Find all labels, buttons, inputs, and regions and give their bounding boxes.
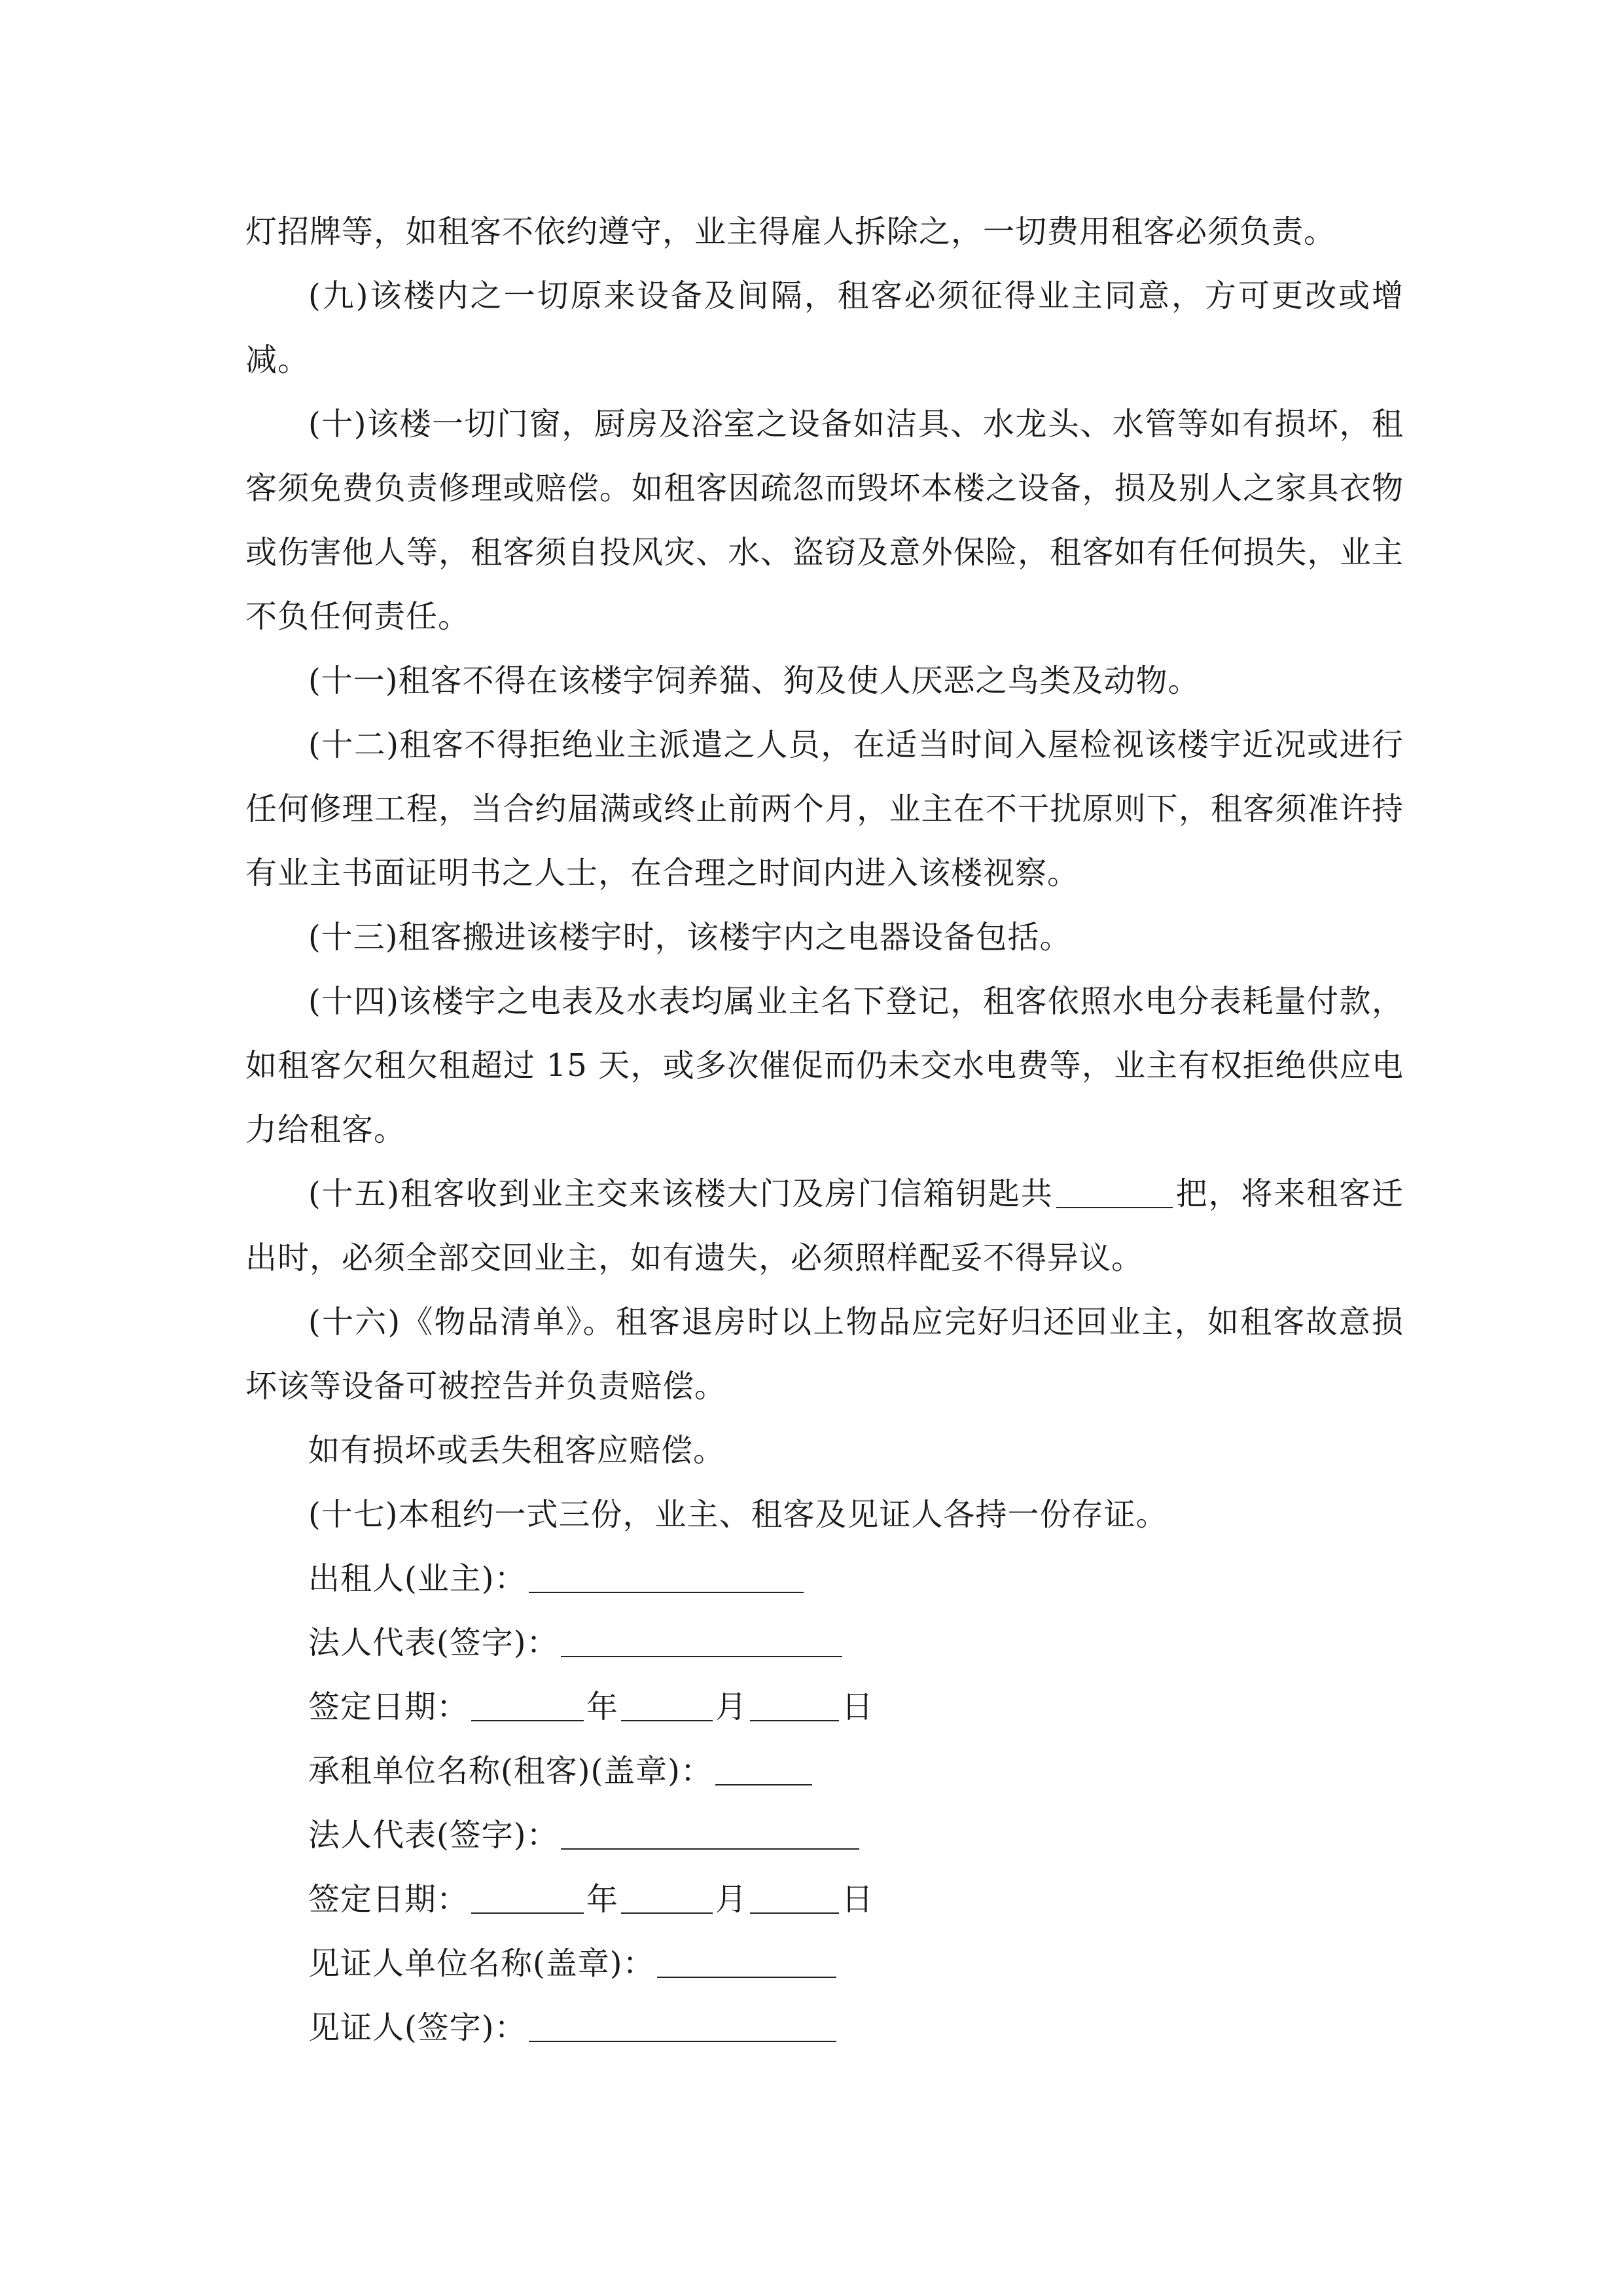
- landlord-rep-blank[interactable]: [561, 1628, 842, 1657]
- day-blank[interactable]: [750, 1692, 839, 1721]
- month2-label: 月: [715, 1881, 748, 1918]
- clause-15-text-before: (十五)租客收到业主交来该楼大门及房门信箱钥匙共: [308, 1175, 1054, 1212]
- contract-body: [245, 200, 1404, 2060]
- landlord-rep-label: 法人代表(签字)：: [308, 1624, 559, 1661]
- year2-blank[interactable]: [471, 1884, 584, 1914]
- witness-blank[interactable]: [529, 2013, 836, 2042]
- clause-11: (十一)租客不得在该楼宇饲养猫、狗及使人厌恶之鸟类及动物。: [308, 662, 1200, 699]
- landlord-rep-line: [245, 1611, 1404, 1675]
- year2-label: 年: [586, 1881, 619, 1918]
- clause-17: (十七)本租约一式三份，业主、租客及见证人各持一份存证。: [308, 1496, 1168, 1533]
- day-label: 日: [842, 1689, 874, 1725]
- clause-12: (十二)租客不得拒绝业主派遣之人员，在适当时间入屋检视该楼宇近况或进行任何修理工程，当合约届满或终止前两个月，业主在不干扰原则下，租客须准许持有业主书面证明书之人士，在合理之时间内进入该楼视察。: [245, 726, 1404, 891]
- year-blank[interactable]: [471, 1692, 584, 1721]
- witness-line: [245, 1996, 1404, 2060]
- witness-unit-line: [245, 1931, 1404, 1996]
- landlord-label: 出租人(业主)：: [308, 1560, 527, 1597]
- month2-blank[interactable]: [621, 1884, 713, 1914]
- clause-15-text-after: 把，将来租客迁出时，必须全部交回业主，如有遗失，必须照样配妥不得异议。: [245, 1175, 1404, 1276]
- year-label: 年: [586, 1689, 619, 1725]
- day2-blank[interactable]: [750, 1884, 839, 1914]
- clause-16: (十六)《物品清单》。租客退房时以上物品应完好归还回业主，如租客故意损坏该等设备可被控告并负责赔偿。: [245, 1304, 1404, 1405]
- sign-date2-label: 签定日期：: [308, 1881, 469, 1918]
- month-blank[interactable]: [621, 1692, 713, 1721]
- clause-10: (十)该楼一切门窗，厨房及浴室之设备如洁具、水龙头、水管等如有损坏，租客须免费负责修理或赔偿。如租客因疏忽而毁坏本楼之设备，损及别人之家具衣物或伤害他人等，租客须自投风灾、水、盗窃及意外保险，租客如有任何损失，业主不负任何责任。: [245, 406, 1404, 635]
- sign-date2-line: [245, 1867, 1404, 1931]
- tenant-rep-label: 法人代表(签字)：: [308, 1817, 559, 1854]
- damage-compensation-note: 如有损坏或丢失租客应赔偿。: [308, 1432, 726, 1469]
- landlord-line: [245, 1547, 1404, 1611]
- key-count-blank[interactable]: [1056, 1179, 1173, 1208]
- sign-date-line: [245, 1675, 1404, 1739]
- clause-9: (九)该楼内之一切原来设备及间隔，租客必须征得业主同意，方可更改或增减。: [245, 278, 1404, 378]
- tenant-line: [245, 1739, 1404, 1803]
- witness-label: 见证人(签字)：: [308, 2009, 527, 2046]
- clause-14: (十四)该楼宇之电表及水表均属业主名下登记，租客依照水电分表耗量付款，如租客欠租欠租超过 15 天，或多次催促而仍未交水电费等，业主有权拒绝供应电力给租客。: [245, 983, 1404, 1148]
- day2-label: 日: [842, 1881, 874, 1918]
- landlord-blank[interactable]: [529, 1564, 804, 1593]
- tenant-rep-blank[interactable]: [561, 1820, 859, 1850]
- tenant-blank[interactable]: [715, 1756, 812, 1785]
- witness-unit-blank[interactable]: [657, 1948, 836, 1978]
- month-label: 月: [715, 1689, 748, 1725]
- witness-unit-label: 见证人单位名称(盖章)：: [308, 1945, 655, 1982]
- tenant-label: 承租单位名称(租客)(盖章)：: [308, 1753, 713, 1789]
- sign-date-label: 签定日期：: [308, 1689, 469, 1725]
- clause-8-continuation: 灯招牌等，如租客不依约遵守，业主得雇人拆除之，一切费用租客必须负责。: [245, 213, 1336, 250]
- tenant-rep-line: [245, 1803, 1404, 1867]
- clause-15: [245, 1162, 1404, 1290]
- clause-13: (十三)租客搬进该楼宇时，该楼宇内之电器设备包括。: [308, 919, 1072, 956]
